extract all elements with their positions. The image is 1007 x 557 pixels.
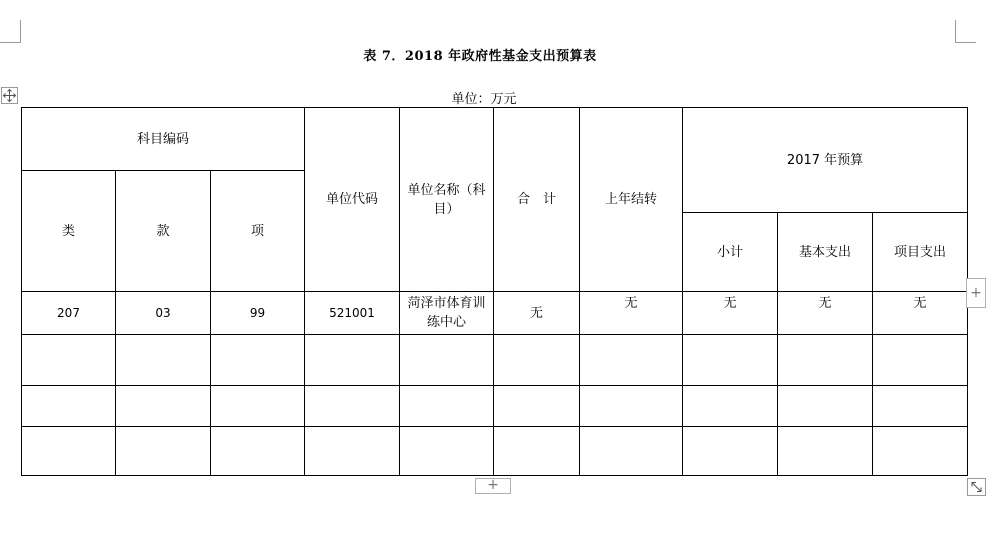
- empty-cell[interactable]: [873, 386, 968, 427]
- table-row-empty: [22, 427, 968, 476]
- empty-cell[interactable]: [211, 386, 305, 427]
- cell-class[interactable]: 207: [22, 292, 116, 335]
- table-row-empty: [22, 335, 968, 386]
- empty-cell[interactable]: [683, 335, 778, 386]
- empty-cell[interactable]: [683, 427, 778, 476]
- table-row-empty: [22, 386, 968, 427]
- empty-cell[interactable]: [494, 335, 580, 386]
- cell-project-expense[interactable]: 无: [873, 292, 968, 335]
- empty-cell[interactable]: [873, 335, 968, 386]
- header-unit-name[interactable]: 单位名称（科目）: [400, 108, 494, 292]
- empty-cell[interactable]: [778, 427, 873, 476]
- header-budget-2017[interactable]: 2017 年预算: [683, 108, 968, 213]
- empty-cell[interactable]: [305, 335, 400, 386]
- empty-cell[interactable]: [873, 427, 968, 476]
- cell-unit-name[interactable]: 菏泽市体育训练中心: [400, 292, 494, 335]
- document-title: 表 7．2018 年政府性基金支出预算表: [363, 49, 597, 64]
- table-resize-icon[interactable]: [967, 478, 986, 496]
- header-class[interactable]: 类: [22, 171, 116, 292]
- empty-cell[interactable]: [211, 335, 305, 386]
- empty-cell[interactable]: [22, 386, 116, 427]
- add-column-button[interactable]: +: [966, 278, 986, 308]
- empty-cell[interactable]: [400, 335, 494, 386]
- cell-total[interactable]: 无: [494, 292, 580, 335]
- header-unit-code[interactable]: 单位代码: [305, 108, 400, 292]
- budget-table: [21, 107, 968, 476]
- empty-cell[interactable]: [305, 386, 400, 427]
- empty-cell[interactable]: [580, 335, 683, 386]
- empty-cell[interactable]: [22, 427, 116, 476]
- page-corner-top-right: [955, 20, 976, 43]
- empty-cell[interactable]: [494, 427, 580, 476]
- empty-cell[interactable]: [211, 427, 305, 476]
- add-row-button[interactable]: +: [475, 478, 511, 494]
- empty-cell[interactable]: [116, 335, 211, 386]
- cell-item[interactable]: 99: [211, 292, 305, 335]
- header-subtotal[interactable]: 小计: [683, 213, 778, 292]
- cell-section[interactable]: 03: [116, 292, 211, 335]
- header-total[interactable]: 合 计: [494, 108, 580, 292]
- cell-unit-code[interactable]: 521001: [305, 292, 400, 335]
- table-row: [22, 292, 968, 335]
- empty-cell[interactable]: [400, 386, 494, 427]
- header-item[interactable]: 项: [211, 171, 305, 292]
- empty-cell[interactable]: [778, 386, 873, 427]
- cell-subtotal[interactable]: 无: [683, 292, 778, 335]
- empty-cell[interactable]: [22, 335, 116, 386]
- empty-cell[interactable]: [580, 427, 683, 476]
- header-basic-expense[interactable]: 基本支出: [778, 213, 873, 292]
- header-project-expense[interactable]: 项目支出: [873, 213, 968, 292]
- empty-cell[interactable]: [580, 386, 683, 427]
- empty-cell[interactable]: [116, 427, 211, 476]
- unit-label: 单位：万元: [451, 92, 517, 107]
- empty-cell[interactable]: [116, 386, 211, 427]
- empty-cell[interactable]: [778, 335, 873, 386]
- empty-cell[interactable]: [400, 427, 494, 476]
- header-subject-code[interactable]: 科目编码: [22, 108, 305, 171]
- cell-basic-expense[interactable]: 无: [778, 292, 873, 335]
- page-corner-top-left: [0, 20, 21, 43]
- empty-cell[interactable]: [305, 427, 400, 476]
- header-carryover[interactable]: 上年结转: [580, 108, 683, 292]
- header-section[interactable]: 款: [116, 171, 211, 292]
- cell-carryover[interactable]: 无: [580, 292, 683, 335]
- empty-cell[interactable]: [494, 386, 580, 427]
- empty-cell[interactable]: [683, 386, 778, 427]
